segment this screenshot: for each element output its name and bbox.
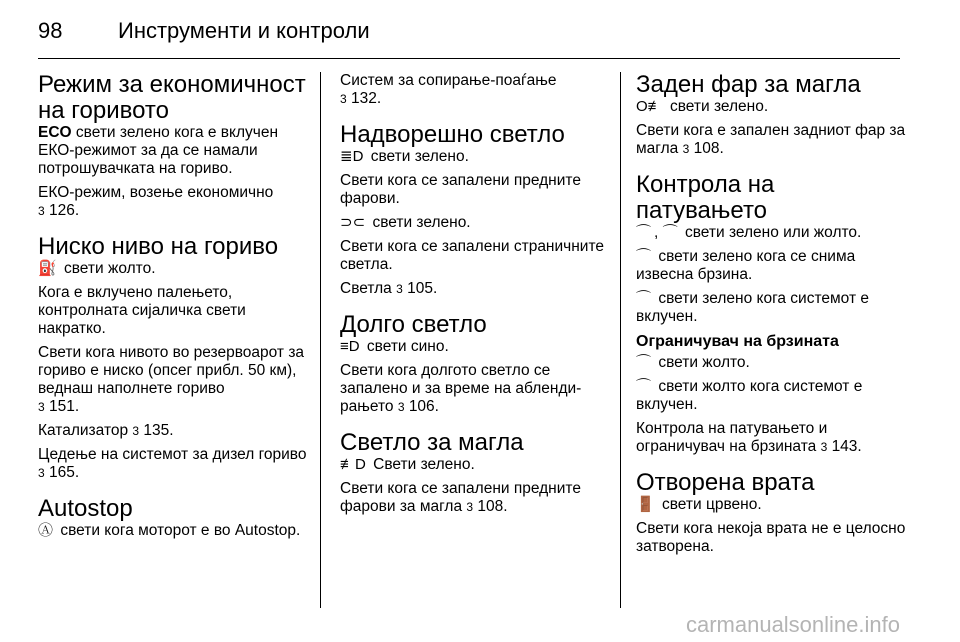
exterior-l1-text: свети зелено. [366, 148, 469, 165]
ref-arrow-icon: 3 [38, 466, 45, 480]
ref-page[interactable]: 151. [49, 398, 80, 415]
column-2 [340, 72, 612, 530]
door-open-icon: 🚪 [636, 496, 655, 513]
section-door [636, 470, 908, 556]
heading-limiter: Ограничувач на брзината [636, 333, 839, 350]
cruise-l1: ⌒ , ⌒ свети зелено или жолто. [636, 224, 862, 241]
side-light-icon: ⊃⊂ [340, 214, 366, 231]
fog-l1-text: Свети зелено. [368, 456, 475, 473]
speed-limiter-icon: ⌒ [636, 378, 652, 395]
ref-arrow-icon: 3 [396, 282, 403, 296]
section-fuel [38, 234, 310, 482]
header-rule [38, 58, 900, 59]
heading-door: Отворена врата [636, 469, 815, 496]
fog-l2 [340, 480, 612, 516]
cruise-control-icon: ⌒ [636, 224, 652, 241]
high-l2-text: Свети кога долгото светло се запалено и за време на аблендирањето [340, 362, 582, 415]
page-number: 98 [38, 18, 63, 43]
column-divider [620, 72, 621, 608]
watermark: carmanualsonline.info [685, 612, 900, 637]
heading-high-beam: Долго светло [340, 311, 487, 338]
heading-autostop: Autostop [38, 495, 133, 522]
cruise-control-on-icon: ⌒ [662, 224, 678, 241]
heading-fog: Светло за магла [340, 429, 524, 456]
exterior-l2: Свети кога се запалени предните фарови. [340, 172, 581, 207]
cruise-l3 [636, 290, 908, 326]
limiter-l3-text: Контрола на патувањето и ограничувач на брзината [636, 420, 828, 455]
ref-arrow-icon: 3 [38, 204, 45, 218]
eco-text [38, 124, 310, 178]
ref-page[interactable]: 105. [407, 280, 438, 297]
page-title: Инструменти и контроли [118, 18, 370, 43]
high-l1-text: свети сино. [362, 338, 449, 355]
exterior-l5 [340, 280, 612, 298]
intro-text: Систем за сопирање-поаѓање [340, 72, 557, 89]
fuel-l3 [38, 344, 310, 416]
ref-arrow-icon: 3 [466, 500, 474, 514]
section-cruise [636, 172, 908, 456]
ref-page[interactable]: 132. [351, 90, 382, 107]
ref-arrow-icon: 3 [682, 142, 690, 156]
fuel-l1 [38, 260, 310, 278]
rearfog-l2 [636, 122, 908, 158]
ref-page[interactable]: 143. [831, 438, 862, 455]
ref-page[interactable]: 108. [477, 498, 508, 515]
eco-icon: ECO [38, 124, 72, 141]
section-eco [38, 72, 310, 220]
high-l2 [340, 362, 612, 416]
autostop-l1-text: свети кога моторот е во Autostop. [56, 522, 301, 539]
section-exterior [340, 122, 612, 298]
ref-arrow-icon: 3 [397, 400, 405, 414]
heading-eco: Режим за економичност на горивото [38, 71, 306, 124]
rearfog-l1-text: свети зелено. [665, 98, 769, 115]
autostop-l1 [38, 522, 310, 540]
autostop-icon: Ⓐ [38, 522, 54, 539]
ref-arrow-icon: 3 [340, 92, 347, 106]
cruise-l1-text: свети зелено или жолто. [680, 224, 862, 241]
exterior-l1 [340, 148, 612, 166]
eco-line2: ЕКО-режим, возење економично [38, 184, 274, 201]
cruise-l2-text: свети зелено кога се снима извесна брзина. [636, 248, 856, 283]
headlight-icon: ≣D [340, 148, 364, 165]
ref-page[interactable]: 135. [143, 422, 174, 439]
fuel-l3-text: Свети кога нивото во резервоарот за гориво е ниско (опсег прибл. 50 км), веднаш наполнете гориво [38, 344, 305, 397]
ref-page[interactable]: 126. [49, 202, 80, 219]
limiter-l1 [636, 354, 908, 372]
high-beam-icon: ≡D [340, 338, 360, 355]
ref-page[interactable]: 165. [49, 464, 80, 481]
limiter-l2 [636, 378, 908, 414]
section-intro [340, 72, 612, 108]
fog-light-icon: ≢D [340, 456, 366, 473]
fuel-l4 [38, 422, 310, 440]
cruise-l2 [636, 248, 908, 284]
ref-page[interactable]: 108. [693, 140, 724, 157]
fog-l2-text: Свети кога се запалени предните фарови за магла [340, 480, 581, 515]
door-l1 [636, 496, 908, 514]
section-fog [340, 430, 612, 516]
intro-l1 [340, 72, 612, 108]
fog-l1 [340, 456, 612, 474]
section-autostop [38, 496, 310, 540]
section-high-beam [340, 312, 612, 416]
fuel-l2: Кога е вклучено палењето, контролната сијаличка свети накратко. [38, 284, 246, 337]
heading-rear-fog: Заден фар за магла [636, 71, 861, 98]
column-divider [320, 72, 321, 608]
fuel-l5-text: Цедење на системот за дизел гориво [38, 446, 307, 463]
heading-cruise: Контрола на патувањето [636, 171, 775, 224]
ref-page[interactable]: 106. [408, 398, 439, 415]
ref-arrow-icon: 3 [38, 400, 45, 414]
cruise-l3-text: свети зелено кога системот е вклучен. [636, 290, 869, 325]
rear-fog-icon: O≢ [636, 98, 663, 115]
heading-fuel: Ниско ниво на гориво [38, 233, 279, 260]
fuel-l5 [38, 446, 310, 482]
ref-arrow-icon: 3 [132, 424, 140, 438]
exterior-l3 [340, 214, 612, 232]
rearfog-l1 [636, 98, 908, 116]
exterior-l3-text: свети зелено. [368, 214, 471, 231]
limiter-l3 [636, 420, 908, 456]
high-l1 [340, 338, 612, 356]
fuel-pump-icon: ⛽ [38, 260, 57, 277]
eco-line1: свети зелено кога е вклучен ЕКО-режимот за да се намали потрошувачката на гориво. [38, 124, 279, 177]
speed-limiter-icon: ⌒ [636, 354, 652, 371]
column-3 [636, 72, 908, 570]
limiter-l2-text: свети жолто кога системот е вклучен. [636, 378, 863, 413]
cruise-control-on-icon: ⌒ [636, 290, 652, 307]
exterior-l4: Свети кога се запалени страничните светла. [340, 238, 604, 273]
rearfog-l2-text: Свети кога е запален задниот фар за магла [636, 122, 906, 157]
fuel-l4-text: Катализатор [38, 422, 129, 439]
column-1 [38, 72, 310, 554]
cruise-control-icon: ⌒ [636, 248, 652, 265]
limiter-l1-text: свети жолто. [654, 354, 750, 371]
door-l2: Свети кога некоја врата не е целосно затворена. [636, 520, 906, 555]
page-header [38, 14, 370, 48]
fuel-l1-text: свети жолто. [59, 260, 156, 277]
eco-ref [38, 184, 310, 220]
section-rear-fog [636, 72, 908, 158]
ref-arrow-icon: 3 [820, 440, 828, 454]
heading-exterior: Надворешно светло [340, 121, 565, 148]
exterior-l5-text: Светла [340, 280, 392, 297]
door-l1-text: свети црвено. [657, 496, 762, 513]
